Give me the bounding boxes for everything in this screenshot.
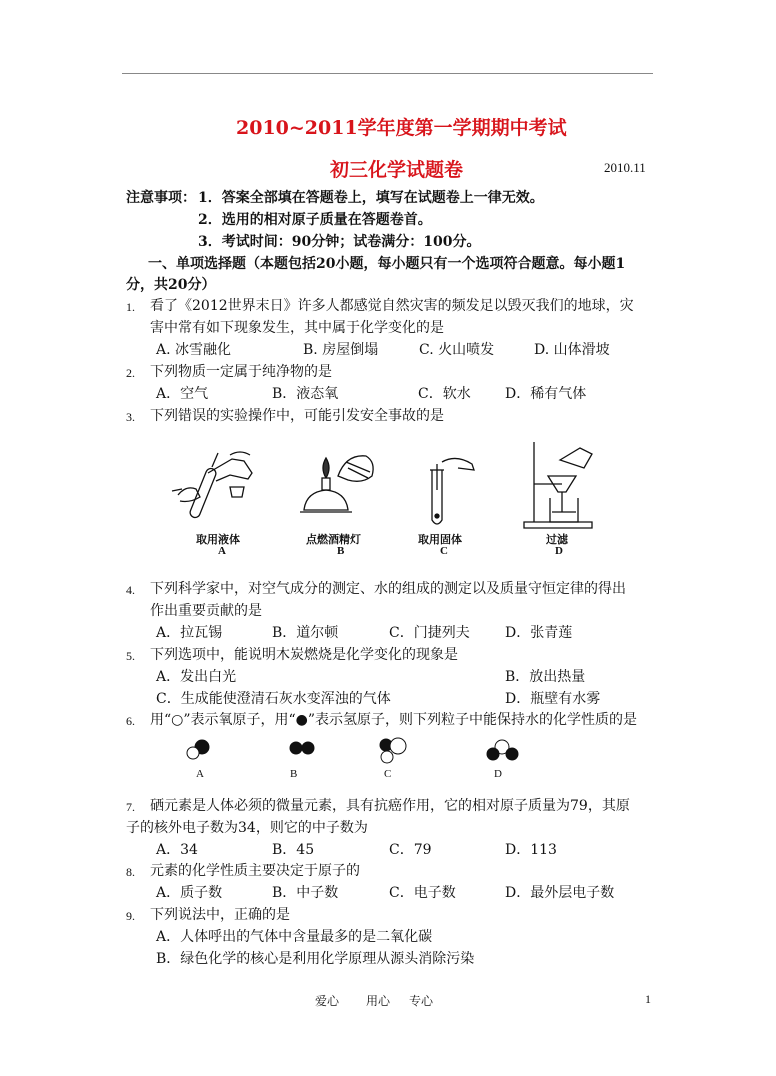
exam-title: 2010~2011学年度第一学期期中考试	[236, 117, 567, 139]
q2-stem: 下列物质一定属于纯净物的是	[150, 364, 332, 380]
q5-option-c: C．生成能使澄清石灰水变浑浊的气体	[156, 691, 391, 707]
figure-a-pouring-liquid	[170, 445, 265, 527]
q4-number: 4.	[126, 583, 135, 597]
q8-number: 8.	[126, 865, 135, 879]
q7-number: 7.	[126, 800, 135, 814]
footer-motto-2: 用心	[366, 994, 391, 1008]
q4-option-c: C．门捷列夫	[389, 625, 470, 641]
section-1-heading-cont: 分，共20分）	[126, 277, 216, 293]
q7-stem-line1: 硒元素是人体必须的微量元素，具有抗癌作用，它的相对原子质量为79，其原	[150, 798, 630, 814]
figure-d-letter: D	[555, 545, 563, 557]
molecule-c	[376, 736, 416, 768]
q2-option-b: B．液态氧	[272, 386, 339, 402]
page-number: 1	[645, 992, 651, 1006]
q5-stem: 下列选项中，能说明木炭燃烧是化学变化的现象是	[150, 647, 458, 663]
molecule-a-letter: A	[196, 768, 204, 780]
q1-option-b: B. 房屋倒塌	[303, 342, 379, 358]
section-1-heading: 一、单项选择题（本题包括20小题，每小题只有一个选项符合题意。每小题1	[148, 256, 626, 272]
q8-stem: 元素的化学性质主要决定于原子的	[150, 863, 360, 879]
figure-b-label: 点燃酒精灯	[306, 533, 361, 546]
q8-option-d: D．最外层电子数	[505, 885, 615, 901]
q5-option-d: D．瓶壁有水雾	[505, 691, 601, 707]
q2-option-a: A．空气	[156, 386, 209, 402]
molecule-b	[286, 738, 326, 768]
q7-option-c: C．79	[389, 842, 432, 858]
q7-option-d: D．113	[505, 842, 557, 858]
figure-b-letter: B	[337, 545, 345, 557]
q4-option-b: B．道尔顿	[272, 625, 339, 641]
note-3: 3．考试时间：90分钟；试卷满分：100分。	[198, 234, 481, 250]
note-2: 2．选用的相对原子质量在答题卷首。	[198, 212, 432, 228]
q2-number: 2.	[126, 366, 135, 380]
q7-stem-line2: 子的核外电子数为34，则它的中子数为	[126, 820, 368, 836]
q2-option-c: C．软水	[418, 386, 471, 402]
figure-a-letter: A	[218, 545, 226, 557]
q1-stem-line1: 看了《2012世界末日》许多人都感觉自然灾害的频发足以毁灭我们的地球，灾	[150, 298, 634, 314]
q1-option-c: C. 火山喷发	[419, 342, 495, 358]
q1-stem-line2: 害中常有如下现象发生，其中属于化学变化的是	[150, 320, 444, 336]
q1-number: 1.	[126, 300, 135, 314]
figure-b-alcohol-lamp	[296, 448, 378, 528]
q5-option-b: B．放出热量	[505, 669, 586, 685]
q9-option-a: A．人体呼出的气体中含量最多的是二氧化碳	[156, 929, 433, 945]
q1-option-a: A. 冰雪融化	[156, 342, 232, 358]
header-rule	[122, 73, 653, 74]
molecule-d	[484, 736, 524, 768]
figure-a-label: 取用液体	[196, 533, 240, 546]
q8-option-a: A．质子数	[156, 885, 223, 901]
q9-option-b: B．绿色化学的核心是利用化学原理从源头消除污染	[156, 951, 475, 967]
q4-option-a: A．拉瓦锡	[156, 625, 223, 641]
exam-subtitle: 初三化学试题卷	[330, 159, 464, 181]
molecule-c-letter: C	[384, 768, 392, 780]
figure-c-taking-solid	[422, 450, 482, 530]
notes-label: 注意事项：	[126, 190, 196, 206]
q2-option-d: D．稀有气体	[505, 386, 587, 402]
q9-number: 9.	[126, 909, 135, 923]
q3-stem: 下列错误的实验操作中，可能引发安全事故的是	[150, 408, 444, 424]
q4-option-d: D．张青莲	[505, 625, 573, 641]
q7-option-b: B．45	[272, 842, 315, 858]
q6-stem: 用“○”表示氧原子，用“●”表示氢原子，则下列粒子中能保持水的化学性质的是	[150, 712, 638, 728]
q7-option-a: A．34	[156, 842, 198, 858]
molecule-a	[182, 738, 222, 768]
q4-stem-line1: 下列科学家中，对空气成分的测定、水的组成的测定以及质量守恒定律的得出	[150, 581, 626, 597]
figure-c-letter: C	[440, 545, 448, 557]
footer-motto-3: 专心	[409, 994, 434, 1008]
q8-option-c: C．电子数	[389, 885, 456, 901]
figure-d-filtration	[522, 438, 600, 530]
exam-date: 2010.11	[604, 160, 646, 175]
figure-d-label: 过滤	[546, 533, 568, 546]
molecule-d-letter: D	[494, 768, 502, 780]
note-1: 1．答案全部填在答题卷上，填写在试题卷上一律无效。	[198, 190, 544, 206]
figure-c-label: 取用固体	[418, 533, 462, 546]
q4-stem-line2: 作出重要贡献的是	[150, 603, 262, 619]
q9-stem: 下列说法中，正确的是	[150, 907, 290, 923]
molecule-b-letter: B	[290, 768, 298, 780]
q5-number: 5.	[126, 649, 135, 663]
q1-option-d: D. 山体滑坡	[534, 342, 610, 358]
q6-number: 6.	[126, 714, 135, 728]
q3-number: 3.	[126, 410, 135, 424]
q8-option-b: B．中子数	[272, 885, 339, 901]
q5-option-a: A．发出白光	[156, 669, 237, 685]
footer-motto-1: 爱心	[315, 994, 340, 1008]
